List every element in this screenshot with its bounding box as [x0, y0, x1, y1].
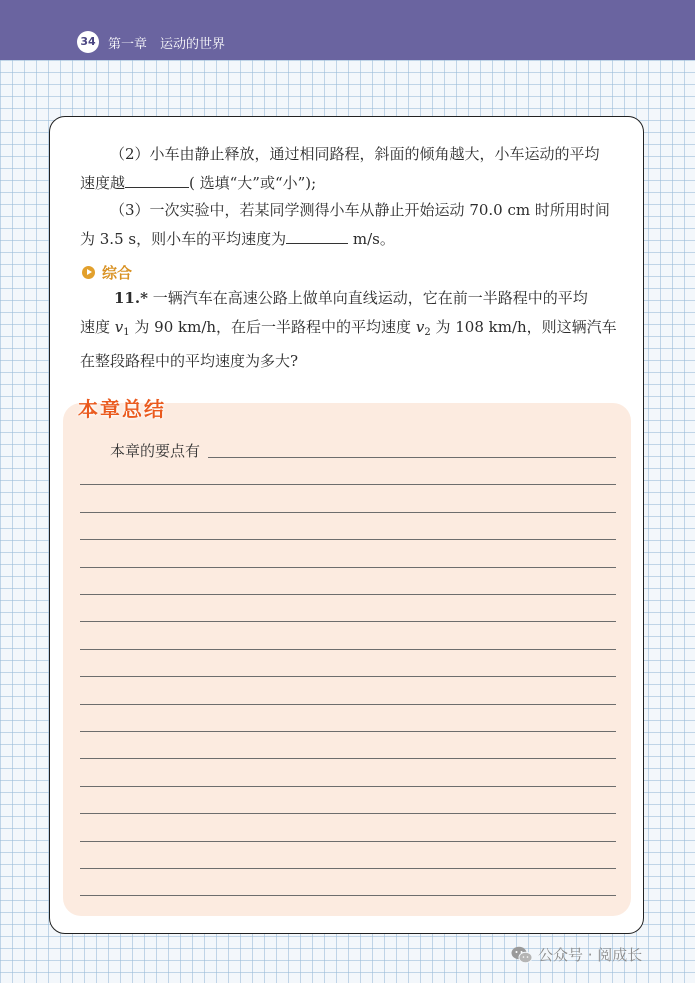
watermark	[511, 944, 642, 965]
writing-line[interactable]	[80, 813, 616, 814]
writing-line[interactable]	[80, 676, 616, 677]
play-circle-icon	[82, 266, 95, 279]
writing-line[interactable]	[80, 841, 616, 842]
question-11-line-2-c: 为 108 km/h，则这辆汽车	[430, 318, 617, 336]
velocity-symbol-2: v	[415, 318, 425, 336]
writing-line[interactable]	[80, 567, 616, 568]
chapter-summary-box	[63, 403, 631, 916]
writing-line[interactable]	[80, 731, 616, 732]
writing-line[interactable]	[80, 786, 616, 787]
question-2	[80, 140, 640, 198]
watermark-text: 公众号 · 阅成长	[538, 946, 643, 964]
writing-line[interactable]	[80, 704, 616, 705]
velocity-subscript-2: 2	[424, 327, 431, 338]
velocity-symbol-1: v	[114, 318, 124, 336]
page-header	[0, 0, 695, 60]
question-11-line-1: 一辆汽车在高速公路上做单向直线运动，它在前一半路程中的平均	[152, 289, 588, 307]
question-11-line-3: 在整段路程中的平均速度为多大?	[80, 352, 299, 370]
writing-line[interactable]	[80, 512, 616, 513]
writing-line[interactable]	[80, 539, 616, 540]
wechat-icon	[511, 946, 533, 964]
question-2-line-1: （2）小车由静止释放，通过相同路程，斜面的倾角越大，小车运动的平均	[110, 145, 600, 163]
question-11-line-2-a: 速度	[80, 318, 115, 336]
writing-line[interactable]	[80, 758, 616, 759]
answer-blank-q2[interactable]	[125, 173, 189, 188]
question-11-line-2-b: 为 90 km/h，在后一半路程中的平均速度	[129, 318, 416, 336]
question-2-line-2-prefix: 速度越	[80, 174, 126, 192]
question-3-line-1: （3）一次实验中，若某同学测得小车从静止开始运动 70.0 cm 时所用时间	[110, 201, 610, 219]
writing-line[interactable]	[80, 484, 616, 485]
page-number: 34	[77, 31, 99, 53]
question-11-number: 11.*	[114, 289, 148, 307]
section-heading-label: 综合	[102, 264, 133, 282]
writing-line[interactable]	[80, 895, 616, 896]
velocity-subscript-1: 1	[123, 327, 130, 338]
writing-line[interactable]	[208, 457, 616, 458]
chapter-summary-prompt: 本章的要点有	[110, 442, 201, 460]
question-3-line-2-prefix: 为 3.5 s，则小车的平均速度为	[80, 230, 287, 248]
writing-line[interactable]	[80, 868, 616, 869]
writing-line[interactable]	[80, 649, 616, 650]
question-3-line-2-suffix: m/s。	[348, 230, 395, 248]
chapter-title: 第一章 运动的世界	[108, 37, 226, 52]
question-2-line-2-suffix: ( 选填“大”或“小”);	[189, 174, 317, 192]
question-3	[80, 196, 640, 254]
answer-blank-q3[interactable]	[286, 229, 348, 244]
writing-line[interactable]	[80, 621, 616, 622]
chapter-summary-title: 本章总结	[78, 397, 166, 421]
section-heading-comprehensive	[82, 262, 132, 283]
question-11	[80, 284, 640, 376]
writing-line[interactable]	[80, 594, 616, 595]
